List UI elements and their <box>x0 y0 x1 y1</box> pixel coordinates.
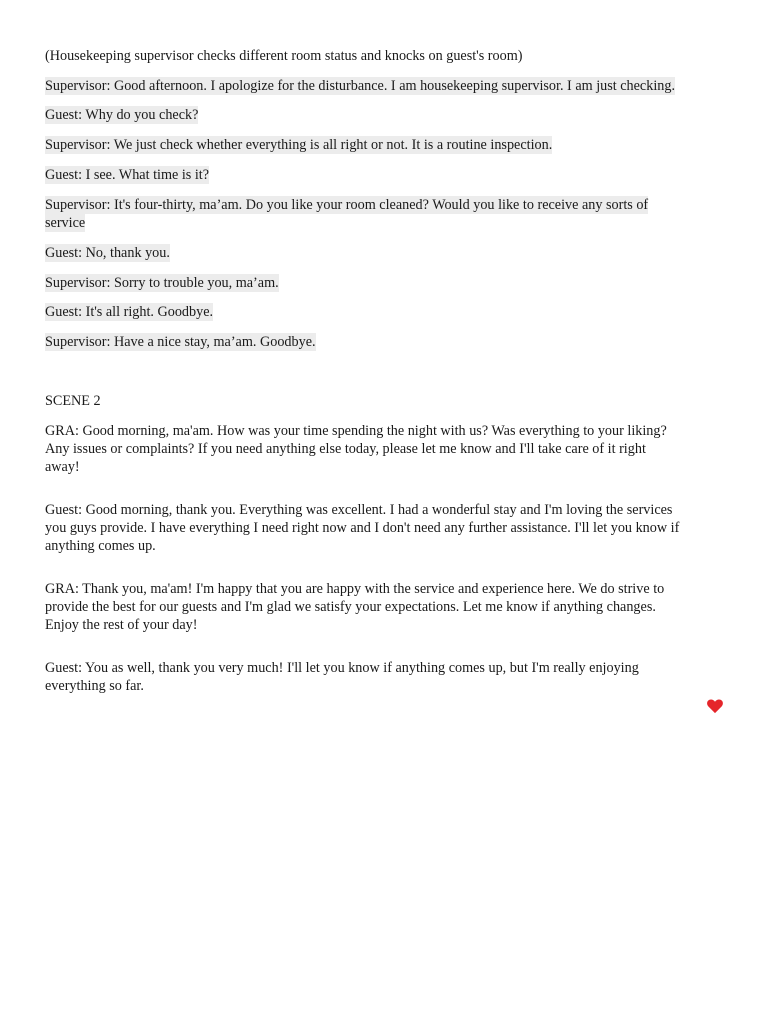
paragraph-line: anything comes up. <box>45 538 156 554</box>
scene-heading: SCENE 2 <box>45 393 101 409</box>
paragraph-line: provide the best for our guests and I'm glad we satisfy your expectations. Let me know if anything changes. <box>45 599 656 615</box>
heart-icon <box>706 697 724 715</box>
dialogue-line: Supervisor: Have a nice stay, ma’am. Goodbye. <box>45 334 316 350</box>
dialogue-line: service <box>45 215 86 231</box>
dialogue-line: Supervisor: Sorry to trouble you, ma’am. <box>45 275 279 291</box>
dialogue-line: Guest: No, thank you. <box>45 245 170 261</box>
dialogue-line: Guest: It's all right. Goodbye. <box>45 304 214 320</box>
dialogue-line: Guest: Why do you check? <box>45 107 199 123</box>
dialogue-line: Supervisor: We just check whether everything is all right or not. It is a routine inspection. <box>45 137 553 153</box>
dialogue-line: Supervisor: It's four-thirty, ma’am. Do you like your room cleaned? Would you like to receive any sorts of <box>45 197 649 213</box>
paragraph-line: Guest: You as well, thank you very much! I'll let you know if anything comes up, but I'm really enjoying <box>45 660 639 676</box>
paragraph-line: you guys provide. I have everything I need right now and I don't need any further assistance. I'll let you know if <box>45 520 680 536</box>
dialogue-line: Supervisor: Good afternoon. I apologize for the disturbance. I am housekeeping supervisor. I am just checking. <box>45 78 675 94</box>
paragraph-line: away! <box>45 459 80 475</box>
paragraph-line: GRA: Good morning, ma'am. How was your time spending the night with us? Was everything to your liking? <box>45 423 667 439</box>
paragraph-line: everything so far. <box>45 678 144 694</box>
paragraph-line: Enjoy the rest of your day! <box>45 617 198 633</box>
paragraph-line: GRA: Thank you, ma'am! I'm happy that you are happy with the service and experience here. We do strive to <box>45 581 665 597</box>
paragraph-line: Any issues or complaints? If you need anything else today, please let me know and I'll take care of it right <box>45 441 646 457</box>
paragraph-line: Guest: Good morning, thank you. Everything was excellent. I had a wonderful stay and I'm loving the services <box>45 502 673 518</box>
dialogue-line: Guest: I see. What time is it? <box>45 167 210 183</box>
stage-direction: (Housekeeping supervisor checks different room status and knocks on guest's room) <box>45 48 523 64</box>
